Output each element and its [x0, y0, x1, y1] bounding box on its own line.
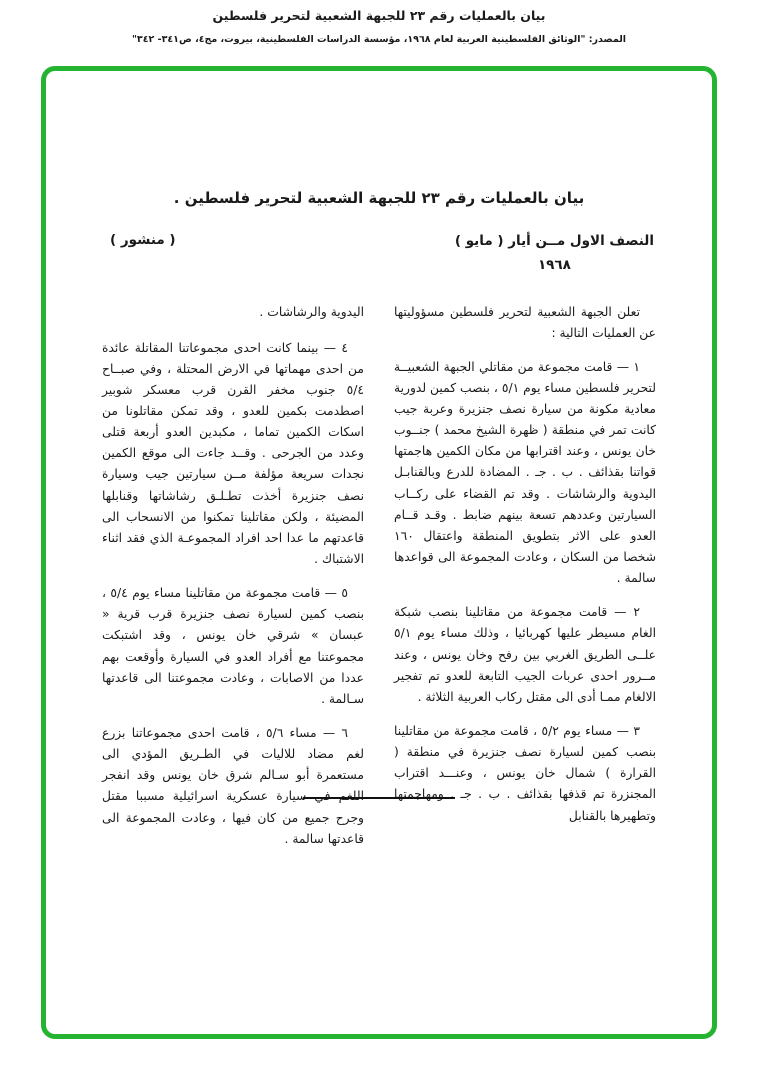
- date-block: [455, 231, 654, 276]
- date-line: النصف الاول مــن أيار ( مايو ): [454, 233, 654, 249]
- operation-item-3: ٣ — مساء يوم ٥/٢ ، قامت مجموعة من مقاتلينا بنصب كمين لسيارة نصف جنزيرة في منطقة ( القرارة ) شمال خان يونس ، وعنـــد اقتراب المجنزرة تم قذفها بقذائف . ب . جـ . ومهاجمتها وتطهيرها بالقنابل: [394, 724, 656, 823]
- operation-item-1: ١ — قامت مجموعة من مقاتلي الجبهة الشعبيــة لتحرير فلسطين مساء يوم ٥/١ ، بنصب كمين لدورية معادية مكونة من سيارة نصف جنزيرة وعربة جيب كانت تمر في منطقة ( ظهرة الشيخ محمد ) جنــوب خان يونس ، وعند اقترابها من مكان الكمين هاجمتها قواتنا بقذائف . ب . جـ . المضادة للدرع وبالقنابـل اليدوية والرشاشات . وقد تم القضاء على ركــاب السيارتين وعددهم تسعة بينهم ضابط . وقـد قــام العدو على الاثر بتطويق المنطقة واعتقال ١٦٠ شخصا من السكان ، وعادت المجموعة الى قواعدها سالمة .: [394, 359, 657, 586]
- page-frame: [41, 66, 717, 1039]
- document-title: بيان بالعمليات رقم ٢٣ للجبهة الشعبية لتحرير فلسطين .: [173, 189, 585, 207]
- date-year: ١٩٦٨: [537, 257, 571, 274]
- published-note: ( منشور ): [110, 232, 176, 248]
- document-header: [0, 0, 758, 45]
- header-title: بيان بالعمليات رقم ٢٣ للجبهة الشعبية لتحرير فلسطين: [212, 8, 546, 23]
- subtitle-row: [102, 231, 656, 276]
- text-columns: [102, 302, 656, 863]
- footer-divider: [303, 797, 455, 799]
- operation-item-5: ٥ — قامت مجموعة من مقاتلينا مساء يوم ٥/٤ ، بنصب كمين لسيارة نصف جنزيرة قرب قرية « عبسان » شرقي خان يونس ، وقد اشتبكت مجموعتنا مع أفراد العدو في السيارة وأوقعت بهم عددا من الاصابات ، وعادت مجموعتنا الى قاعدتها سـالمة .: [102, 586, 364, 706]
- operation-item-2: ٢ — قامت مجموعة من مقاتلينا بنصب شبكة الغام مسيطر عليها كهربائيا ، وذلك مساء يوم ٥/١ علــى الطريق الغربي بين رفح وخان يونس ، وعند مــرور احدى عربات الجيب التابعة للعدو تم تفجير الالغام ممـا أدى الى مقتل ركاب العربية الثلاثة .: [394, 605, 656, 704]
- intro-paragraph: تعلن الجبهة الشعبية لتحرير فلسطين مسؤوليتها عن العمليات التالية :: [394, 304, 656, 340]
- operation-item-3-continuation: اليدوية والرشاشات .: [259, 304, 364, 319]
- column-right: [394, 302, 656, 863]
- operation-item-4: ٤ — بينما كانت احدى مجموعاتنا المقاتلة عائدة من احدى مهماتها في الارض المحتلة ، وفي صبــاح ٥/٤ جنوب مخفر القرن قرب معسكر شوبير اصطدمت بكمين للعدو ، وقد تمكن مقاتلونا من اسكات الكمين تماما ، مكبدين العدو أربعة قتلى وعدد من الجرحى . وقــد جاءت الى موقع الكمين نجدات سريعة مؤلفة مــن سيارتين جيب وسيارة نصف جنزيرة أخذت تطـلـق رشاشاتها وقنابلها المضيئة ، ولكن مقاتلينا تمكنوا من الانسحاب الى قاعدتهم ما عدا احد افراد المجموعـة الذي فقد اثناء الاشتباك .: [102, 340, 364, 567]
- document-page: [46, 71, 712, 863]
- operation-item-6: ٦ — مساء ٥/٦ ، قامت احدى مجموعاتنا بزرع لغم مضاد للاليات في الطـريق المؤدي الى مستعمرة أبو سـالم شرق خان يونس وقد انفجر اللغم في سيارة عسكرية اسرائيلية مسببا مقتل وجرح جميع من كان فيها ، وعادت المجموعة الى قاعدتها سالمة .: [102, 726, 364, 846]
- header-source-citation: المصدر: "الوثائق الفلسطينية العربية لعام ١٩٦٨، مؤسسة الدراسات الفلسطينية، بيروت، مج٤، ص٣٤١- ٣٤٢": [131, 34, 627, 45]
- column-left: [102, 302, 364, 863]
